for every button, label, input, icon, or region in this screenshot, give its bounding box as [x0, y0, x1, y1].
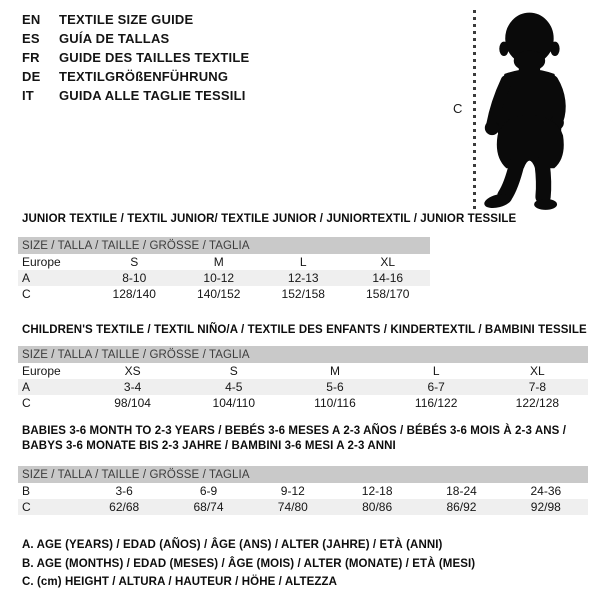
language-row: [22, 29, 249, 48]
size-cell: S: [130, 255, 139, 269]
size-column-band: SIZE / TALLA / TAILLE / GRÖSSE / TAGLIA: [18, 466, 588, 483]
height-measure-label: C: [453, 101, 463, 116]
baby-silhouette-icon: [481, 6, 583, 214]
baby-figure: [448, 4, 590, 218]
row-label-cell: C: [22, 396, 31, 410]
size-cell: 104/110: [212, 396, 256, 410]
row-label-cell: A: [22, 380, 31, 394]
language-code: ES: [22, 31, 40, 46]
size-cell: L: [432, 364, 440, 378]
language-title: GUIDA ALLE TAGLIE TESSILI: [59, 88, 246, 103]
size-cell: 6-9: [199, 484, 218, 498]
children-table-title: CHILDREN'S TEXTILE / TEXTIL NIÑO/A / TEXTILE DES ENFANTS / KINDERTEXTIL / BAMBINI TESSILE: [22, 324, 587, 336]
row-label-cell: Europe: [22, 364, 61, 378]
size-cell: 5-6: [326, 380, 344, 394]
size-cell: 116/122: [414, 396, 458, 410]
size-cell: 9-12: [280, 484, 305, 498]
table-row: [18, 483, 588, 499]
language-list: [22, 10, 249, 105]
language-row: [22, 86, 249, 105]
size-cell: 98/104: [114, 396, 151, 410]
size-cell: 3-6: [115, 484, 133, 498]
size-cell: 14-16: [372, 271, 404, 285]
language-code: FR: [22, 50, 40, 65]
size-cell: 110/116: [314, 396, 356, 410]
size-cell: 3-4: [123, 380, 142, 394]
row-label-cell: A: [22, 271, 31, 285]
size-cell: 12-18: [361, 484, 393, 498]
size-cell: 122/128: [515, 396, 560, 410]
row-label-cell: Europe: [22, 255, 61, 269]
table-row: [18, 379, 588, 395]
legend-line-c: C. (cm) HEIGHT / ALTURA / HAUTEUR / HÖHE / ALTEZZA: [22, 576, 338, 588]
size-cell: 140/152: [197, 287, 241, 301]
size-cell: 4-5: [225, 380, 243, 394]
row-label-cell: B: [22, 484, 31, 498]
language-title: GUIDE DES TAILLES TEXTILE: [59, 50, 250, 65]
size-cell: 24-36: [530, 484, 562, 498]
size-cell: 12-13: [287, 271, 319, 285]
size-cell: 68/74: [193, 500, 224, 514]
height-measure-line: [473, 10, 476, 211]
measure-legend: [22, 536, 475, 592]
size-cell: 7-8: [528, 380, 547, 394]
size-cell: S: [229, 364, 238, 378]
size-cell: 18-24: [446, 484, 477, 498]
language-code: IT: [22, 88, 34, 103]
size-cell: 6-7: [427, 380, 445, 394]
size-cell: 86/92: [446, 500, 477, 514]
size-cell: 8-10: [122, 271, 147, 285]
table-row: [18, 286, 430, 302]
language-title: TEXTILGRÖßENFÜHRUNG: [59, 69, 229, 84]
babies-table-title: BABIES 3-6 MONTH TO 2-3 YEARS / BEBÉS 3-6 MESES A 2-3 AÑOS / BÉBÉS 3-6 MOIS À 2-3 ANS / BABYS 3-6 MONATE BIS 2-3 JAHRE / BAMBINI 3-6 MESI A 2-3 ANNI: [22, 425, 566, 452]
babies-size-table: [18, 466, 588, 515]
language-code: EN: [22, 12, 41, 27]
size-cell: 62/68: [109, 500, 140, 514]
size-cell: XS: [124, 364, 141, 378]
legend-line-a: A. AGE (YEARS) / EDAD (AÑOS) / ÂGE (ANS) / ALTER (JAHRE) / ETÀ (ANNI): [22, 539, 443, 551]
size-cell: XL: [530, 364, 545, 378]
language-row: [22, 48, 249, 67]
junior-size-table: [18, 237, 430, 302]
children-size-table: [18, 346, 588, 411]
size-cell: L: [299, 255, 307, 269]
language-row: [22, 10, 249, 29]
table-row: [18, 395, 588, 411]
language-title: TEXTILE SIZE GUIDE: [59, 12, 194, 27]
size-cell: M: [213, 255, 224, 269]
legend-line-b: B. AGE (MONTHS) / EDAD (MESES) / ÂGE (MOIS) / ALTER (MONATE) / ETÀ (MESI): [22, 557, 476, 570]
row-label-cell: C: [22, 287, 31, 301]
size-cell: 158/170: [366, 287, 410, 301]
row-label-cell: C: [22, 500, 31, 514]
language-title: GUÍA DE TALLAS: [59, 31, 170, 46]
size-cell: M: [329, 364, 340, 378]
size-cell: XL: [380, 255, 396, 269]
language-code: DE: [22, 69, 41, 84]
size-cell: 92/98: [530, 500, 561, 514]
language-row: [22, 67, 249, 86]
size-cell: 152/158: [281, 287, 325, 301]
size-column-band: SIZE / TALLA / TAILLE / GRÖSSE / TAGLIA: [18, 237, 430, 254]
junior-table-title: JUNIOR TEXTILE / TEXTIL JUNIOR/ TEXTILE JUNIOR / JUNIORTEXTIL / JUNIOR TESSILE: [22, 213, 517, 225]
table-row: [18, 499, 588, 515]
size-column-band: SIZE / TALLA / TAILLE / GRÖSSE / TAGLIA: [18, 346, 588, 363]
size-cell: 80/86: [362, 500, 393, 514]
size-cell: 10-12: [203, 271, 235, 285]
size-cell: 74/80: [277, 500, 308, 514]
table-row: [18, 270, 430, 286]
size-cell: 128/140: [112, 287, 156, 301]
table-row: [18, 254, 430, 270]
table-row: [18, 363, 588, 379]
